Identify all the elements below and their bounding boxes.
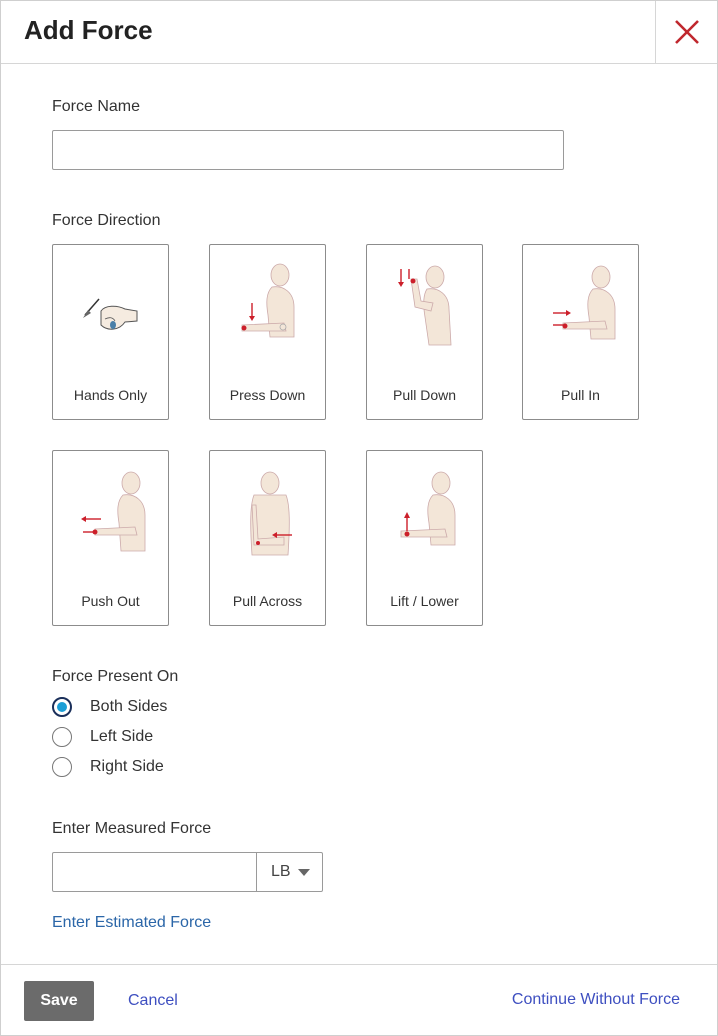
direction-tile-label: Pull Across bbox=[232, 593, 303, 609]
lift-lower-icon bbox=[385, 465, 465, 575]
press-down-icon bbox=[228, 259, 308, 369]
radio-button[interactable] bbox=[52, 757, 72, 777]
dialog-title: Add Force bbox=[24, 15, 153, 45]
direction-tile-press-down[interactable] bbox=[209, 244, 326, 420]
direction-tile-pull-down[interactable] bbox=[366, 244, 483, 420]
direction-tile-label: Press Down bbox=[229, 387, 306, 403]
radio-button[interactable] bbox=[52, 727, 72, 747]
direction-tile-label: Push Out bbox=[81, 593, 140, 609]
direction-tile-push-out[interactable] bbox=[52, 450, 169, 626]
radio-both-sides[interactable] bbox=[52, 695, 167, 719]
direction-tile-label: Hands Only bbox=[73, 387, 148, 403]
pull-across-icon bbox=[228, 465, 308, 575]
force-name-input[interactable] bbox=[52, 130, 564, 170]
radio-label-right-side: Right Side bbox=[90, 758, 164, 775]
push-out-icon bbox=[71, 465, 151, 575]
close-x-icon bbox=[674, 19, 700, 45]
dialog-footer bbox=[1, 964, 717, 1035]
dialog-header bbox=[1, 1, 717, 64]
radio-label-both-sides: Both Sides bbox=[90, 698, 168, 715]
force-present-on-label: Force Present On bbox=[52, 668, 179, 685]
measured-force-input[interactable] bbox=[52, 852, 257, 892]
direction-tile-pull-across[interactable] bbox=[209, 450, 326, 626]
unit-select-value: LB bbox=[271, 863, 291, 880]
measured-force-label: Enter Measured Force bbox=[52, 820, 212, 837]
direction-tile-pull-in[interactable] bbox=[522, 244, 639, 420]
force-direction-label: Force Direction bbox=[52, 212, 161, 229]
force-name-label: Force Name bbox=[52, 98, 141, 115]
radio-right-side[interactable] bbox=[52, 755, 164, 779]
radio-button-checked[interactable] bbox=[52, 697, 72, 717]
direction-tile-hands-only[interactable] bbox=[52, 244, 169, 420]
save-button[interactable]: Save bbox=[24, 981, 94, 1021]
enter-estimated-force-link[interactable]: Enter Estimated Force bbox=[52, 914, 212, 931]
direction-tile-label: Pull In bbox=[561, 387, 600, 403]
radio-label-left-side: Left Side bbox=[90, 728, 154, 745]
pull-in-icon bbox=[541, 259, 621, 369]
radio-left-side[interactable] bbox=[52, 725, 153, 749]
chevron-down-icon bbox=[298, 869, 310, 876]
cancel-link[interactable]: Cancel bbox=[128, 992, 178, 1009]
pull-down-icon bbox=[385, 259, 465, 369]
hands-only-icon bbox=[71, 259, 151, 369]
direction-tile-label: Lift / Lower bbox=[390, 593, 459, 609]
direction-tile-lift-lower[interactable] bbox=[366, 450, 483, 626]
close-button[interactable] bbox=[655, 1, 717, 63]
direction-tile-label: Pull Down bbox=[392, 387, 457, 403]
unit-select[interactable] bbox=[256, 852, 323, 892]
continue-without-force-link[interactable]: Continue Without Force bbox=[511, 991, 680, 1008]
